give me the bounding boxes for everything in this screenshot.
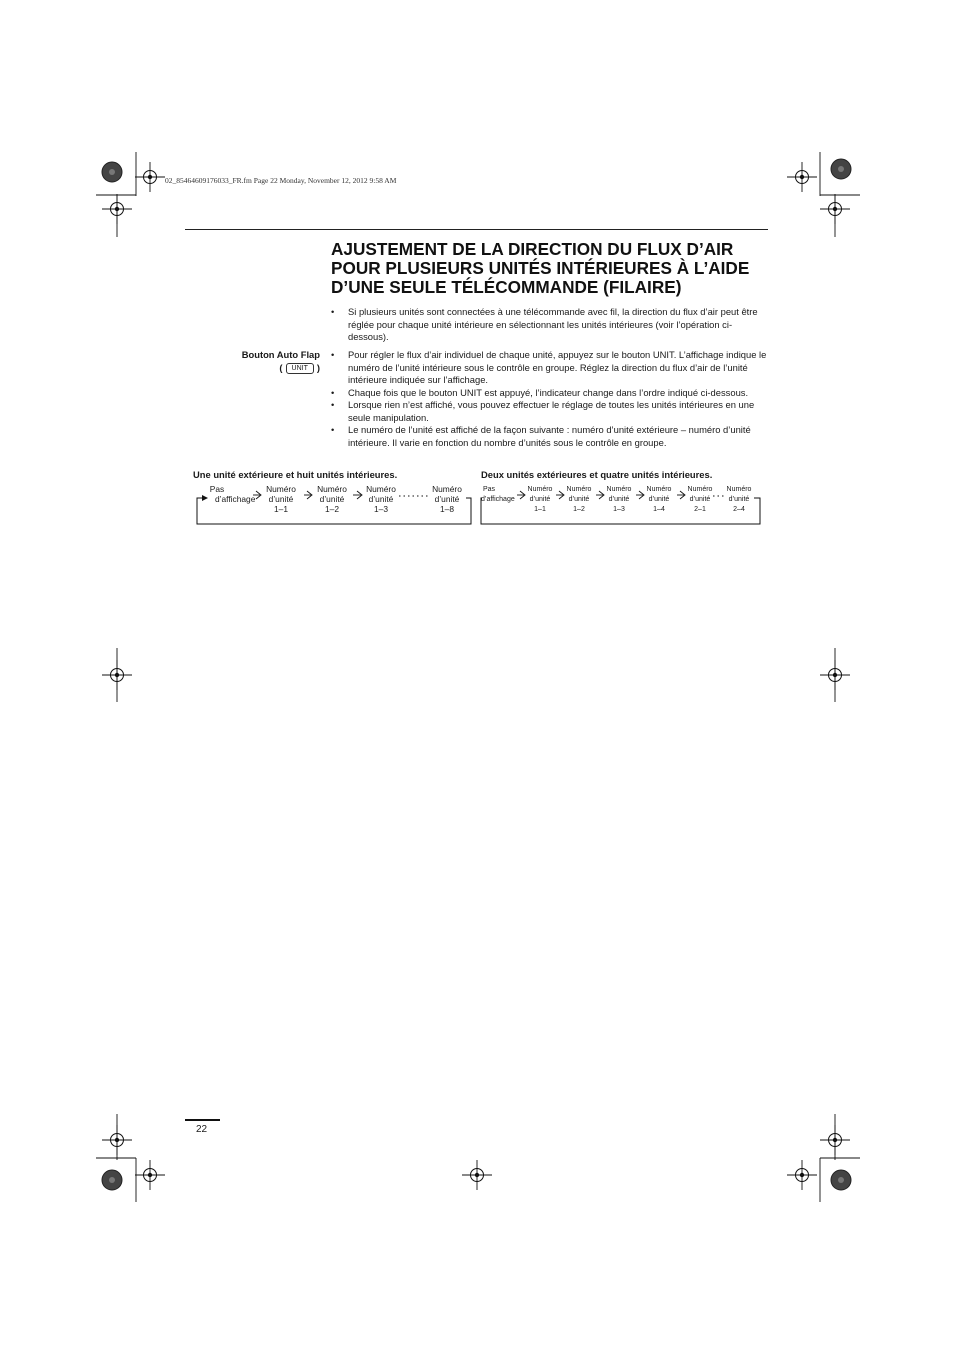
sequence1-title: Une unité extérieure et huit unités intérieures. xyxy=(193,469,398,480)
bullet-mark: • xyxy=(331,386,335,398)
list-item xyxy=(331,399,771,424)
instruction-text: Pour régler le flux d’air individuel de chaque unité, appuyez sur le bouton UNIT. L’affichage indique le numéro de l’unité intérieure sous le contrôle en groupe. Réglez la direction du flux d’air de l’unité intérieure indiquée sur l’affichage. xyxy=(348,349,767,385)
instruction-text: Lorsque rien n’est affiché, vous pouvez effectuer le réglage de toutes les unités intérieures en une seule manipulation. xyxy=(348,399,755,423)
sequence2-title: Deux unités extérieures et quatre unités intérieures. xyxy=(481,469,713,480)
list-item xyxy=(331,424,771,449)
sequence2-node: Numéro d’unité 1–1 xyxy=(527,486,553,513)
unit-button-icon: UNIT xyxy=(286,363,314,374)
title-line-1: AJUSTEMENT DE LA DIRECTION DU FLUX D’AIR xyxy=(331,239,734,259)
sequence2-node: Numéro d’unité 1–2 xyxy=(566,486,592,513)
instruction-text: Le numéro de l’unité est affiché de la façon suivante : numéro d’unité extérieure – numéro d’unité intérieure. Il varie en fonction du nombre d’unités sous le contrôle en groupe. xyxy=(348,424,751,448)
instruction-list xyxy=(331,349,771,449)
page-number-rule xyxy=(185,1119,220,1121)
sequence2-node: Numéro d’unité 1–4 xyxy=(646,486,672,513)
bullet-mark: • xyxy=(331,349,335,360)
page-number: 22 xyxy=(196,1124,208,1135)
bullet-mark: • xyxy=(331,306,335,317)
page-title xyxy=(331,240,771,297)
file-header: 02_85464609176033_FR.fm Page 22 Monday, November 12, 2012 9:58 AM xyxy=(165,176,397,185)
title-line-2: POUR PLUSIEURS UNITÉS INTÉRIEURES À L’AIDE xyxy=(331,258,750,278)
sequence2-node: Numéro d’unité 2–1 xyxy=(687,486,713,513)
bullet-mark: • xyxy=(331,399,335,410)
auto-flap-label xyxy=(190,349,320,374)
sequence1-node: Numéro d’unité 1–3 xyxy=(366,484,396,514)
sequence2-node: Pas d’affichage xyxy=(481,486,515,503)
sequence1-node: Numéro d’unité 1–8 xyxy=(432,484,462,514)
sequence1-node: Pas d’affichage xyxy=(209,484,256,504)
intro-text: Si plusieurs unités sont connectées à une télécommande avec fil, la direction du flux d’air peut être réglée pour chaque unité intérieure en sélectionnant les unités intérieures (voir l’opération ci-dessous). xyxy=(348,306,758,342)
title-line-3: D’UNE SEULE TÉLÉCOMMANDE (FILAIRE) xyxy=(331,277,682,297)
instruction-text: Chaque fois que le bouton UNIT est appuyé, l’indicateur change dans l’ordre indiqué ci-dessous. xyxy=(348,386,749,398)
auto-flap-title: Bouton Auto Flap xyxy=(241,349,320,360)
bullet-mark: • xyxy=(331,424,335,435)
sequence1-node: Numéro d’unité 1–2 xyxy=(317,484,347,514)
top-rule xyxy=(185,229,768,230)
unit-button-ref: ( UNIT ) xyxy=(279,361,320,373)
list-item xyxy=(331,387,771,400)
sequence2-node: Numéro d’unité 2–4 xyxy=(726,486,752,513)
list-item xyxy=(331,349,771,387)
intro-list xyxy=(331,306,771,344)
sequence1-node: Numéro d’unité 1–1 xyxy=(266,484,296,514)
sequence2-node: Numéro d’unité 1–3 xyxy=(606,486,632,513)
list-item xyxy=(331,306,771,344)
